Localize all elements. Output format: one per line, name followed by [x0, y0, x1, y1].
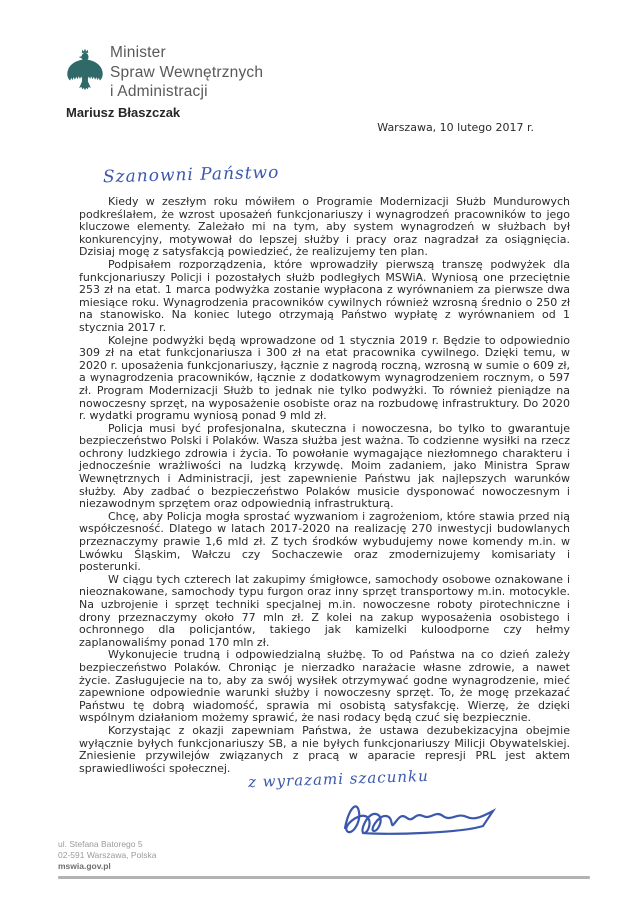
sender-name: Mariusz Błaszczak [66, 105, 181, 120]
body-paragraph: Podpisałem rozporządzenia, które wprowadziły pierwszą transzę podwyżek dla funkcjonariuszy Policji i pozostałych służb podległych MSWiA. Wyniosą one przeciętnie 253 zł na etat. 1 marca podwyżka zostanie wypłacona z wyrównaniem za pierwsze dwa miesiące roku. Wynagrodzenia pracowników cywilnych również wzrosną średnio o 250 zł na stanowisko. Na koniec lutego otrzymają Państwo wypłatę z wyrównaniem od 1 stycznia 2017 r. [79, 257, 570, 334]
handwritten-signature-icon [333, 788, 503, 850]
body-paragraph: W ciągu tych czterech lat zakupimy śmigłowce, samochody osobowe oznakowane i nieoznakowane, samochody typu furgon oraz inny sprzęt transportowy m.in. motocykle. Na uzbrojenie i sprzęt techniki specjalnej m.in. nowoczesne roboty pirotechniczne i drony przeznaczymy około 77 mln zł. Z kolei na zakup wyposażenia osobistego i ochronnego dla policjantów, takiego jak kamizelki kuloodporne czy hełmy zaplanowaliśmy ponad 170 mln zł. [79, 572, 570, 649]
footer-website: mswia.gov.pl [58, 861, 111, 871]
ministry-title-line: i Administracji [110, 83, 208, 100]
footer-divider [58, 876, 590, 879]
footer-address-block [58, 839, 156, 872]
dateline: Warszawa, 10 lutego 2017 r. [377, 121, 534, 134]
footer-address-line: ul. Stefana Batorego 5 [58, 839, 143, 849]
ministry-title-line: Minister [110, 44, 166, 61]
ministry-title [110, 43, 263, 102]
handwritten-closing: z wyrazami szacunku [247, 766, 430, 792]
body-paragraph: Korzystając z okazji zapewniam Państwa, że ustawa dezubekizacyjna obejmie wyłącznie byłych funkcjonariuszy SB, a nie byłych funkcjonariuszy Milicji Obywatelskiej. Zniesienie przywilejów związanych z pracą w aparacie represji PRL jest aktem sprawiedliwości społecznej. [79, 723, 570, 775]
body-paragraph: Wykonujecie trudną i odpowiedzialną służbę. To od Państwa na co dzień zależy bezpieczeństwo Polaków. Chroniąc je nierzadko narażacie własne zdrowie, a nawet życie. Zasługujecie na to, aby za swój wysiłek otrzymywać godne wynagrodzenie, mieć zapewnione odpowiednie warunki służby i nowoczesny sprzęt. To, że mogę przekazać Państwu tę dobrą wiadomość, sprawia mi osobistą satysfakcję. Wierzę, że dzięki wspólnym działaniom możemy sprawić, że nasi rodacy będą czuć się bezpiecznie. [79, 648, 570, 725]
body-paragraph: Chcę, aby Policja mogła sprostać wyzwaniom i zagrożeniom, które stawia przed nią współczesność. Dlatego w latach 2017-2020 na realizację 270 inwestycji budowlanych przeznaczymy prawie 1,6 mld zł. Z tych środków wybudujemy nowe komendy m.in. w Lwówku Śląskim, Wałczu czy Sochaczewie oraz zmodernizujemy komisariaty i posterunki. [79, 509, 570, 574]
body-paragraph: Policja musi być profesjonalna, skuteczna i nowoczesna, bo tylko to gwarantuje bezpieczeństwo Polski i Polaków. Wasza służba jest ważna. To codzienne wysiłki na rzecz ochrony ludzkiego zdrowia i życia. To powołanie wymagające niezłomnego charakteru i jednocześnie wrażliwości na ludzką krzywdę. Moim zadaniem, jako Ministra Spraw Wewnętrznych i Administracji, jest zapewnienie Państwu jak najlepszych warunków służby. Aby zadbać o bezpieczeństwo Polaków musicie dysponować nowoczesnym i niezawodnym sprzętem oraz odpowiednią infrastrukturą. [79, 421, 570, 511]
polish-eagle-crest-icon [64, 44, 106, 102]
footer-address-line: 02-591 Warszawa, Polska [58, 850, 157, 860]
letter-body [79, 196, 570, 775]
footer-address-lines [58, 839, 156, 861]
handwritten-greeting: Szanowni Państwo [102, 162, 280, 188]
body-paragraph: Kiedy w zeszłym roku mówiłem o Programie Modernizacji Służb Mundurowych podkreślałem, że wzrost uposażeń funkcjonariuszy i wynagrodzeń pracowników to jego kluczowe elementy. Zależało mi na tym, aby system wynagrodzeń w służbach był konkurencyjny, motywował do lepszej służby i pracy oraz nagradzał za osiągnięcia. Dzisiaj mogę z satysfakcją powiedzieć, że realizujemy ten plan. [79, 195, 570, 259]
body-paragraph: Kolejne podwyżki będą wprowadzone od 1 stycznia 2019 r. Będzie to odpowiednio 309 zł na etat funkcjonariusza i 300 zł na etat pracownika cywilnego. Dzięki temu, w 2020 r. uposażenia funkcjonariuszy, łącznie z nagrodą roczną, wzrosną w sumie o 609 zł, a wynagrodzenia pracowników, łącznie z dodatkowym wynagrodzeniem rocznym, o 597 zł. Program Modernizacji Służb to jednak nie tylko podwyżki. To również pieniądze na nowoczesny sprzęt, na wyposażenie osobiste oraz na rozbudowę infrastruktury. Do 2020 r. wydatki programu wyniosą ponad 9 mld zł. [79, 333, 570, 423]
ministry-title-line: Spraw Wewnętrznych [110, 63, 264, 81]
